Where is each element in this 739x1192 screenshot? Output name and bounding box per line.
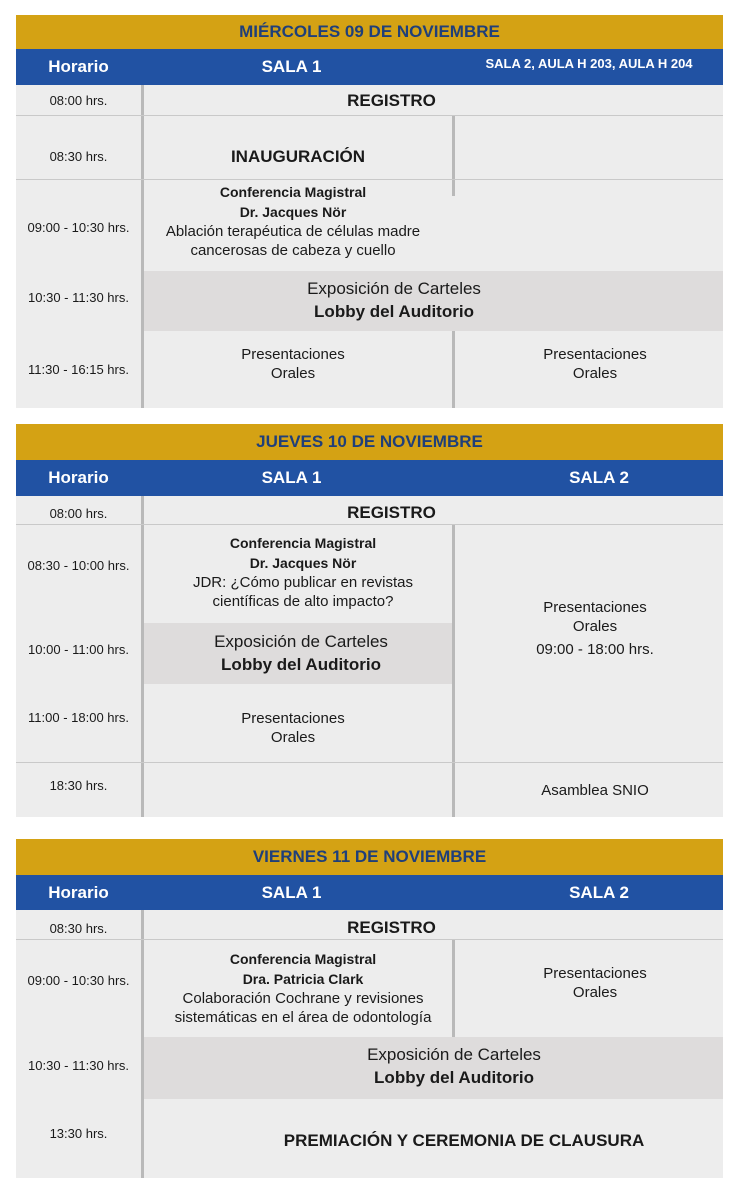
conf-topic: JDR: ¿Cómo publicar en revistas: [192, 574, 414, 591]
pres-time: 09:00 - 18:00 hrs.: [536, 640, 654, 658]
presentaciones-sala2: [455, 525, 735, 731]
time-cell: 08:30 hrs.: [49, 921, 108, 936]
time-cell: 08:00 hrs.: [49, 93, 108, 108]
presentaciones-sala1: [144, 684, 442, 772]
day-wednesday: [16, 15, 723, 408]
pres-label: Orales: [572, 984, 618, 1001]
col-sala2: SALA 2: [569, 468, 629, 487]
column-header: [16, 875, 723, 910]
pres-label: Presentaciones: [543, 598, 647, 616]
col-sala2: SALA 2, AULA H 203, AULA H 204: [485, 56, 693, 71]
pres-label: Presentaciones: [543, 346, 647, 363]
conf-speaker: Dr. Jacques Nör: [249, 555, 357, 571]
asamblea: Asamblea SNIO: [541, 781, 649, 799]
pres-label: Presentaciones: [543, 965, 647, 982]
conf-label: Conferencia Magistral: [219, 184, 367, 200]
expo-carteles: [144, 1037, 739, 1095]
day-title: VIERNES 11 DE NOVIEMBRE: [16, 839, 723, 875]
time-cell: 08:30 - 10:00 hrs.: [27, 557, 130, 573]
conf-topic: Ablación terapéutica de células madre: [165, 223, 421, 240]
registro: REGISTRO: [347, 917, 436, 937]
time-cell: 11:00 - 18:00 hrs.: [28, 709, 129, 725]
schedule-body: [16, 496, 723, 817]
schedule-body: [16, 910, 723, 1178]
registro: REGISTRO: [347, 502, 436, 522]
expo-label: Exposición de Carteles: [307, 279, 481, 298]
col-sala2: SALA 2: [569, 883, 629, 902]
inauguracion: INAUGURACIÓN: [230, 146, 366, 166]
col-sala1: SALA 1: [261, 57, 322, 76]
col-horario: Horario: [48, 468, 109, 487]
pres-label: Orales: [270, 729, 316, 746]
expo-carteles: [144, 271, 644, 329]
conf-label: Conferencia Magistral: [229, 535, 377, 551]
col-horario: Horario: [48, 57, 109, 76]
day-title: JUEVES 10 DE NOVIEMBRE: [16, 424, 723, 460]
registro: REGISTRO: [347, 91, 436, 110]
column-header: [16, 49, 723, 85]
expo-label: Exposición de Carteles: [367, 1045, 541, 1064]
time-cell: 10:30 - 11:30 hrs.: [28, 1057, 129, 1073]
time-cell: 11:30 - 16:15 hrs.: [28, 362, 129, 377]
pres-label: Orales: [572, 365, 618, 382]
expo-location: Lobby del Auditorio: [374, 1068, 534, 1087]
pres-label: Presentaciones: [241, 346, 345, 363]
conf-topic: Colaboración Cochrane y revisiones: [182, 989, 424, 1007]
expo-carteles: [144, 623, 458, 682]
time-cell: 10:00 - 11:00 hrs.: [28, 642, 129, 657]
time-cell: 09:00 - 10:30 hrs.: [27, 220, 130, 235]
divider: [452, 116, 455, 196]
time-cell: 08:00 hrs.: [49, 506, 108, 521]
expo-label: Exposición de Carteles: [214, 631, 388, 651]
time-cell: 09:00 - 10:30 hrs.: [27, 972, 130, 988]
conferencia: [144, 525, 462, 619]
conf-topic: científicas de alto impacto?: [212, 593, 394, 610]
schedule-body: [16, 85, 723, 408]
col-horario: Horario: [48, 883, 109, 902]
presentaciones-sala2: [455, 940, 735, 1026]
conf-topic: sistemáticas en el área de odontología: [174, 1008, 432, 1026]
expo-location: Lobby del Auditorio: [314, 302, 474, 321]
time-cell: 18:30 hrs.: [49, 777, 108, 793]
pres-label: Presentaciones: [241, 710, 345, 727]
column-header: [16, 460, 723, 496]
conferencia: [144, 180, 442, 262]
clausura: PREMIACIÓN Y CEREMONIA DE CLAUSURA: [283, 1130, 645, 1150]
time-cell: 08:30 hrs.: [49, 148, 108, 164]
time-cell: 13:30 hrs.: [49, 1125, 108, 1141]
col-sala1: SALA 1: [261, 468, 322, 487]
pres-label: Orales: [572, 617, 618, 635]
col-sala1: SALA 1: [261, 883, 322, 902]
conferencia: [144, 940, 462, 1035]
pres-label: Orales: [270, 365, 316, 382]
expo-location: Lobby del Auditorio: [221, 654, 381, 674]
conf-speaker: Dr. Jacques Nör: [239, 204, 347, 220]
conf-label: Conferencia Magistral: [229, 950, 377, 967]
time-cell: 10:30 - 11:30 hrs.: [28, 289, 129, 305]
conf-speaker: Dra. Patricia Clark: [242, 970, 364, 987]
day-title: MIÉRCOLES 09 DE NOVIEMBRE: [16, 15, 723, 49]
presentaciones-sala1: [144, 331, 442, 397]
day-thursday: [16, 424, 723, 817]
conf-topic: cancerosas de cabeza y cuello: [190, 242, 396, 259]
day-friday: [16, 839, 723, 1179]
presentaciones-sala2: [455, 331, 735, 397]
